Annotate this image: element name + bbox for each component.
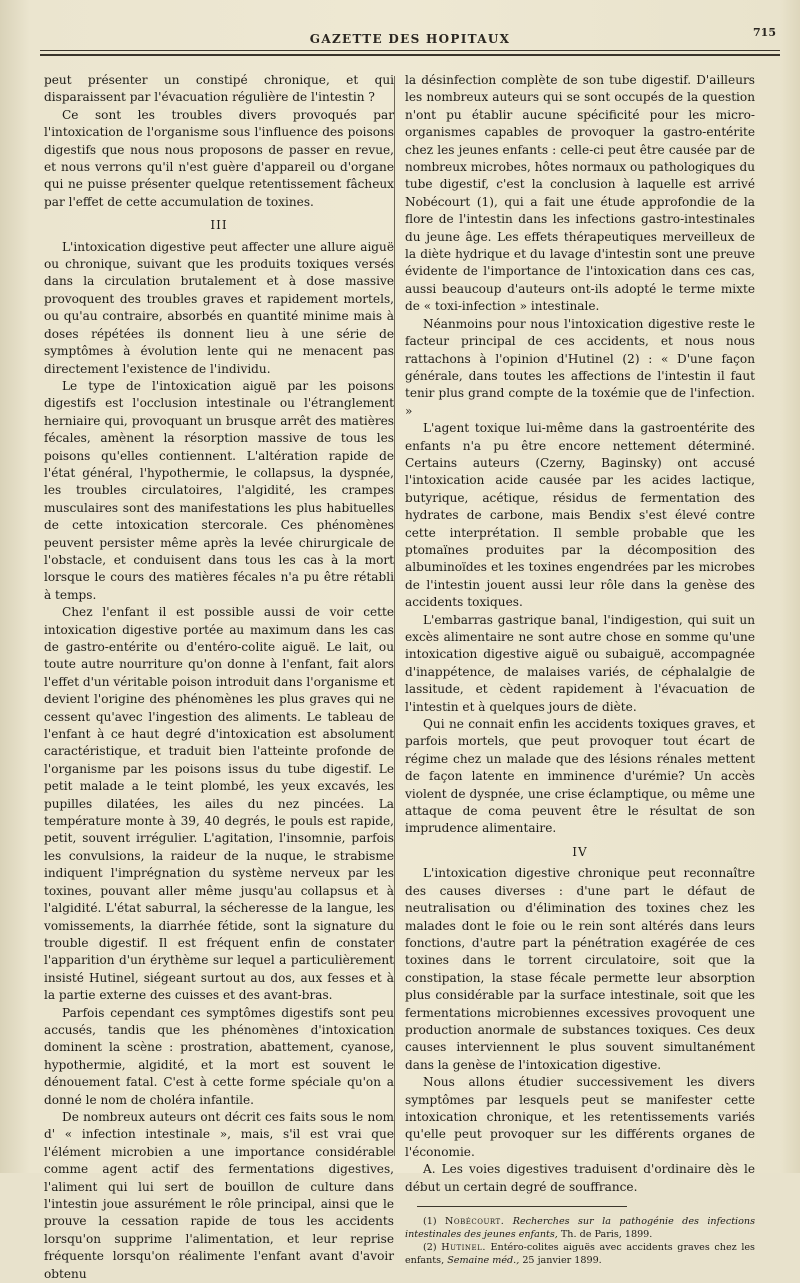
paragraph: la désinfection complète de son tube digestif. D'ailleurs les nombreux auteurs qui se sont occupés de la question n'ont pu établir aucune spécificité pour les micro-organismes capables de provoquer la gastro-entérite chez les jeunes enfants : celle-ci peut être causée par de nombreux microbes, hôtes normaux ou pathologiques du tube digestif, c'est la conclusion à laquelle est arrivé Nobécourt (1), qui a fait une étude approfondie de la flore de l'intestin dans les infections gastro-intestinales du jeune âge. Les effets thérapeutiques merveilleux de la diète hydrique et du lavage d'intestin sont une preuve évidente de l'importance de l'intoxication dans ces cas, aussi beaucoup d'auteurs ont-ils adopté le terme mixte de « toxi-infection » intestinale. bbox=[405, 73, 755, 314]
left-column bbox=[44, 72, 394, 1283]
footnote-number: (2) bbox=[423, 1242, 437, 1253]
footnote-2 bbox=[405, 1241, 755, 1267]
header-rule bbox=[40, 50, 780, 51]
section-heading: III bbox=[210, 218, 228, 233]
page-header bbox=[40, 26, 780, 66]
right-column bbox=[405, 72, 755, 1267]
footnote-text: Entéro-colites aiguës avec accidents graves chez les enfants, bbox=[405, 1242, 755, 1266]
running-title: GAZETTE DES HOPITAUX bbox=[309, 32, 511, 46]
paragraph: Nous allons étudier successivement les divers symptômes par lesquels peut se manifester cette intoxication chronique, et les retentissements variés qu'elle peut provoquer sur les différents organes de l'économie. bbox=[405, 1075, 755, 1159]
column-divider bbox=[394, 76, 395, 1156]
paragraph: Le type de l'intoxication aiguë par les poisons digestifs est l'occlusion intestinale ou l'étranglement herniaire qui, provoquant un brusque arrêt des matières fécales, amènent la résorption massive de tous les poisons qu'elles contiennent. L'altération rapide de l'état général, l'hypothermie, le collapsus, la dyspnée, les troubles circulatoires, l'algidité, les crampes musculaires sont des manifestations les plus habituelles de cette intoxication stercorale. Ces phénomènes peuvent persister même après la levée chirurgicale de l'obstacle, et conduisent dans tous les cas à la mort lorsque le cours des matières fécales n'a pu être rétabli à temps. bbox=[44, 378, 394, 602]
footnote-journal: Semaine méd., bbox=[447, 1255, 520, 1266]
section-heading: IV bbox=[572, 844, 588, 859]
footnote-rule bbox=[417, 1206, 627, 1207]
paragraph: De nombreux auteurs ont décrit ces faits sous le nom d' « infection intestinale », mais, s'il est vrai que l'élément microbien a une importance considérable comme agent actif des fermentations digestives, l'aliment qui lui sert de bouillon de culture dans l'intestin joue assurément le rôle principal, ainsi que le prouve la cessation rapide de tous les accidents lorsqu'on supprime l'alimentation, et leur reprise fréquente lorsqu'on réalimente l'enfant avant d'avoir obtenu bbox=[44, 1109, 394, 1281]
footnote-date: 25 janvier 1899. bbox=[522, 1255, 602, 1266]
footnote-number: (1) bbox=[423, 1216, 437, 1227]
header-rule-thick bbox=[40, 54, 780, 56]
footnote-title: Recherches sur la pathogénie des infections intestinales des jeunes enfants, bbox=[405, 1216, 755, 1240]
footnote-1 bbox=[405, 1215, 755, 1241]
footnote-author: Hutinel. bbox=[441, 1242, 486, 1253]
paragraph: peut présenter un constipé chronique, et qui disparaissent par l'évacuation régulière de l'intestin ? bbox=[44, 73, 394, 105]
paragraph: L'intoxication digestive peut affecter une allure aiguë ou chronique, suivant que les produits toxiques versés dans la circulation brutalement et à dose massive provoquent des troubles graves et rapidement mortels, ou qu'au contraire, absorbés en quantité minime mais à doses répétées ils donnent lieu à une série de symptômes à évolution lente qui ne menacent pas directement l'existence de l'individu. bbox=[44, 239, 394, 376]
paragraph: L'agent toxique lui-même dans la gastroentérite des enfants n'a pu être encore nettement déterminé. Certains auteurs (Czerny, Baginsky) ont accusé l'intoxication acide causée par les acides lactique, butyrique, acétique, résidus de fermentation des hydrates de carbone, mais Bendix s'est élevé contre cette interprétation. Il semble probable que les ptomaïnes produites par la décomposition des albuminoïdes et les toxines engendrées par les microbes de l'intestin jouent aussi leur rôle dans la genèse des accidents toxiques. bbox=[405, 421, 755, 610]
paragraph: Néanmoins pour nous l'intoxication digestive reste le facteur principal de ces accidents, et nous nous rattachons à l'opinion d'Hutinel (2) : « D'une façon générale, dans toutes les affections de l'intestin il faut tenir plus grand compte de la toxémie que de l'infection. » bbox=[405, 316, 755, 418]
paragraph: Chez l'enfant il est possible aussi de voir cette intoxication digestive portée au maximum dans les cas de gastro-entérite ou d'entéro-colite aiguë. Le lait, ou toute autre nourriture qu'on donne à l'enfant, fait alors l'effet d'un véritable poison introduit dans l'organisme et devient l'origine des phénomènes les plus graves qui ne cessent qu'avec l'ingestion des aliments. Le tableau de l'enfant à ce haut degré d'intoxication est absolument caractéristique, et traduit bien l'atteinte profonde de l'organisme par les poisons issus du tube digestif. Le petit malade a le teint plombé, les yeux excavés, les pupilles dilatées, les ailes du nez pincées. La température monte à 39, 40 degrés, le pouls est rapide, petit, souvent irrégulier. L'agitation, l'insomnie, parfois les convulsions, la raideur de la nuque, le strabisme indiquent l'imprégnation du système nerveux par les toxines, pouvant aller même jusqu'au collapsus et à l'algidité. L'état saburral, la sécheresse de la langue, les vomissements, la diarrhée fétide, sont la signature du trouble digestif. Il est fréquent enfin de constater l'apparition d'un érythème sur lequel a particulièrement insisté Hutinel, siégeant surtout au dos, aux fesses et à la partie externe des cuisses et des avant-bras. bbox=[44, 605, 394, 1003]
paragraph: L'intoxication digestive chronique peut reconnaître des causes diverses : d'une part le défaut de neutralisation ou d'élimination des toxines chez les malades dont le foie ou le rein sont altérés dans leurs fonctions, d'autre part la pénétration exagérée de ces toxines dans le torrent circulatoire, soit que la constipation, la stase fécale permette leur absorption plus considérable par la surface intestinale, soit que les fermentations microbiennes excessives provoquent une production anormale de substances toxiques. Ces deux causes interviennent le plus souvent simultanément dans la genèse de l'intoxication digestive. bbox=[405, 866, 755, 1072]
paragraph: L'embarras gastrique banal, l'indigestion, qui suit un excès alimentaire ne sont autre chose en somme qu'une intoxication digestive aiguë ou subaiguë, accompagnée d'inappétence, de malaises variés, de céphalalgie de lassitude, et cèdent rapidement à l'évacuation de l'intestin et à quelques jours de diète. bbox=[405, 612, 755, 714]
paragraph: Ce sont les troubles divers provoqués par l'intoxication de l'organisme sous l'influence des poisons digestifs que nous nous proposons de passer en revue, et nous verrons qu'il n'est guère d'appareil ou d'organe qui ne puisse présenter quelque retentissement fâcheux par l'effet de cette accumulation de toxines. bbox=[44, 107, 394, 209]
paragraph: A. Les voies digestives traduisent d'ordinaire dès le début un certain degré de souffrance. bbox=[405, 1162, 755, 1194]
paragraph: Qui ne connait enfin les accidents toxiques graves, et parfois mortels, que peut provoquer tout écart de régime chez un malade que des lésions rénales mettent de façon latente en imminence d'urémie? Un accès violent de dyspnée, une crise éclamptique, ou même une attaque de coma peuvent être le résultat de son imprudence alimentaire. bbox=[405, 717, 755, 836]
footnote-text: Th. de Paris, 1899. bbox=[560, 1229, 653, 1240]
paragraph: Parfois cependant ces symptômes digestifs sont peu accusés, tandis que les phénomènes d'intoxication dominent la scène : prostration, abattement, cyanose, hypothermie, algidité, et la mort est souvent le dénouement fatal. C'est à cette forme spéciale qu'on a donné le nom de choléra infantile. bbox=[44, 1005, 394, 1107]
footnote-author: Nobécourt. bbox=[445, 1216, 505, 1227]
page-number: 715 bbox=[753, 26, 776, 39]
